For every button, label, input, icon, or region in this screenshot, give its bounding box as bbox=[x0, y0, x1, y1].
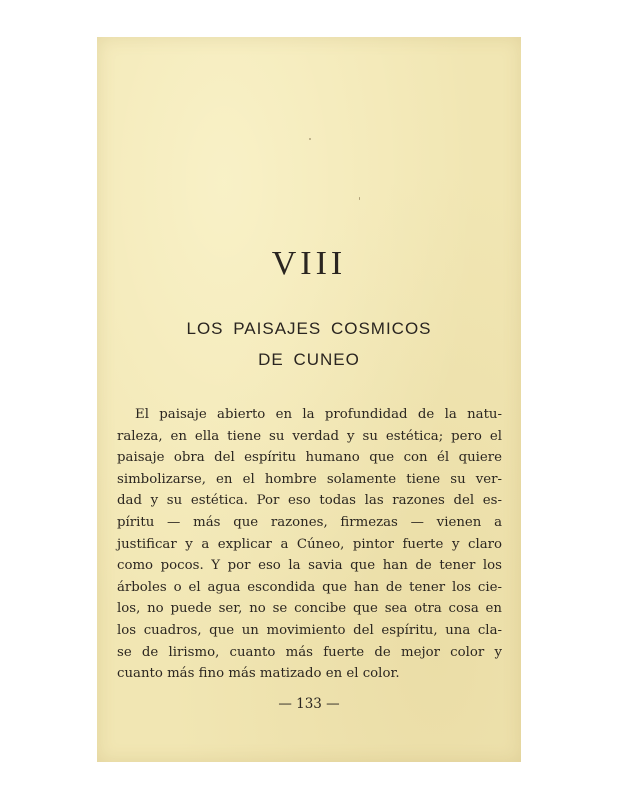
text-line: dad y su estética. Por eso todas las razones del es- bbox=[117, 493, 502, 509]
body-paragraph bbox=[117, 404, 502, 685]
text-line: simbolizarse, en el hombre solamente tiene su ver- bbox=[117, 471, 502, 487]
text-line: El paisaje abierto en la profundidad de la natu- bbox=[135, 407, 502, 422]
text-line: los cuadros, que un movimiento del espíritu, una cla- bbox=[117, 622, 502, 638]
text-line: píritu — más que razones, firmezas — vienen a bbox=[117, 514, 502, 530]
text-line: árboles o el agua escondida que han de tener los cie- bbox=[117, 579, 502, 595]
text-line: justificar y a explicar a Cúneo, pintor fuerte y claro bbox=[117, 536, 502, 552]
page-number: — 133 — bbox=[278, 696, 340, 712]
chapter-number: VIII bbox=[271, 245, 347, 282]
paper-speck bbox=[359, 197, 360, 200]
text-line: paisaje obra del espíritu humano que con él quiere bbox=[117, 450, 502, 466]
text-line: como pocos. Y por eso la savia que han de tener los bbox=[117, 558, 502, 574]
chapter-title-line-2: DE CUNEO bbox=[258, 350, 360, 369]
paper-speck bbox=[309, 138, 311, 140]
text-line: se de lirismo, cuanto más fuerte de mejor color y bbox=[117, 644, 502, 660]
text-line: raleza, en ella tiene su verdad y su estética; pero el bbox=[117, 428, 502, 444]
book-page bbox=[97, 37, 521, 762]
chapter-title-line-1: LOS PAISAJES COSMICOS bbox=[186, 319, 432, 338]
text-line: los, no puede ser, no se concibe que sea otra cosa en bbox=[117, 601, 502, 617]
text-line: cuanto más fino más matizado en el color. bbox=[117, 666, 400, 682]
